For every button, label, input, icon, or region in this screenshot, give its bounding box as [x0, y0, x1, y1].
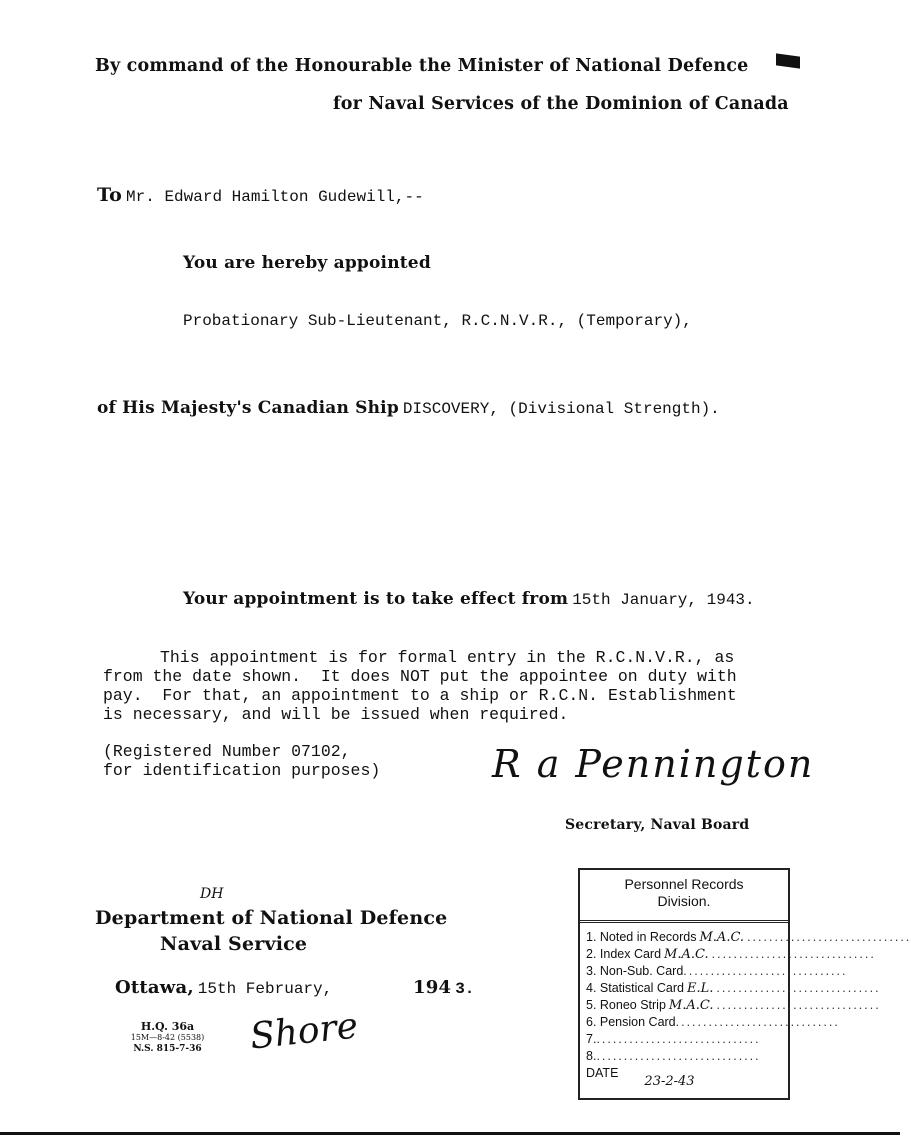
body-line: pay. For that, an appointment to a ship or R.C.N. Establishment: [103, 686, 737, 705]
rank: Probationary Sub-Lieutenant, R.C.N.V.R., (Temporary),: [183, 312, 692, 330]
stamp-title: Personnel Records: [624, 876, 744, 892]
stamp-row: [580, 1031, 788, 1048]
header-line-2: for Naval Services of the Dominion of Canada: [333, 94, 789, 114]
body-paragraph: [103, 648, 737, 724]
stamp-row-initials: M.A.C.: [699, 930, 745, 945]
year-prefix: 194: [413, 977, 452, 998]
ns-number: N.S. 815-7-36: [133, 1044, 202, 1054]
bottom-edge: [0, 1132, 900, 1135]
stamp-row-initials: M.A.C.: [664, 947, 709, 962]
dot-leader: ..............................: [747, 930, 911, 944]
dot-leader: ..............................: [675, 1015, 840, 1029]
place: Ottawa,: [115, 977, 194, 998]
dot-leader: ..............................: [596, 1032, 761, 1046]
year-suffix: 3.: [455, 980, 475, 998]
stamp-row: [580, 963, 848, 980]
corner-mark: [776, 53, 800, 68]
effect-line: [183, 589, 755, 609]
ship-name: DISCOVERY, (Divisional Strength).: [402, 400, 720, 418]
secretary-signature: R a Pennington: [492, 742, 815, 786]
initials: DH: [200, 886, 224, 902]
stamp-row-label: 2. Index Card: [586, 947, 662, 961]
shore-signature: Shore: [248, 1005, 360, 1058]
appointed-intro: You are hereby appointed: [183, 253, 431, 273]
stamp-date: 23-2-43: [644, 1074, 695, 1089]
ship-line: [97, 398, 720, 418]
dot-leader: ..............................: [596, 1049, 761, 1063]
effect-date: 15th January, 1943.: [572, 591, 755, 609]
effect-label: Your appointment is to take effect from: [183, 589, 569, 609]
registration: [103, 742, 380, 780]
stamp-row-label: 6. Pension Card: [586, 1015, 676, 1029]
dot-leader: ..............................: [716, 981, 881, 995]
stamp-header: [580, 870, 788, 923]
place-date: [115, 977, 332, 998]
stamp-date-row: [580, 1065, 788, 1095]
records-stamp: [578, 868, 911, 1100]
registration-line: for identification purposes): [103, 761, 381, 780]
form-number: H.Q. 36a: [140, 1020, 195, 1033]
body-line: is necessary, and will be issued when required.: [103, 705, 569, 724]
stamp-row-initials: E.L.: [686, 981, 714, 996]
year: [413, 977, 474, 998]
stamp-row-initials: M.A.C.: [668, 998, 714, 1013]
date: 15th February,: [197, 980, 333, 998]
dot-leader: ..............................: [683, 964, 848, 978]
stamp-subtitle: Division.: [657, 893, 711, 909]
secretary-title: Secretary, Naval Board: [565, 817, 750, 833]
body-line: from the date shown. It does NOT put the appointee on duty with: [103, 667, 737, 686]
dot-leader: ..............................: [711, 947, 876, 961]
stamp-row: [580, 929, 911, 946]
dot-leader: ..............................: [716, 998, 881, 1012]
registration-line: (Registered Number 07102,: [103, 742, 351, 761]
stamp-row: [580, 980, 881, 997]
stamp-row-label: 7.: [586, 1032, 597, 1046]
ship-prefix: of His Majesty's Canadian Ship: [97, 398, 399, 418]
stamp-row: [580, 1014, 840, 1031]
header-line-1: By command of the Honourable the Minister of National Defence: [95, 56, 749, 76]
stamp-row: [580, 1048, 788, 1065]
print-run: 15M—8-42 (5538): [130, 1033, 205, 1042]
addressee-name: Mr. Edward Hamilton Gudewill,--: [126, 188, 424, 206]
department-name: Department of National Defence: [95, 907, 448, 929]
stamp-row-label: 5. Roneo Strip: [586, 998, 666, 1012]
addressee: [97, 184, 424, 206]
body-line: This appointment is for formal entry in the R.C.N.V.R., as: [160, 648, 735, 667]
form-code: [125, 1020, 210, 1055]
stamp-row-label: 1. Noted in Records: [586, 930, 697, 944]
stamp-date-label: DATE: [586, 1066, 619, 1080]
stamp-row-label: 4. Statistical Card: [586, 981, 684, 995]
stamp-row-label: 8.: [586, 1049, 597, 1063]
to-label: To: [97, 184, 123, 206]
stamp-row: [580, 997, 881, 1014]
stamp-row: [580, 946, 876, 963]
department-service: Naval Service: [160, 933, 308, 955]
stamp-row-label: 3. Non-Sub. Card: [586, 964, 684, 978]
